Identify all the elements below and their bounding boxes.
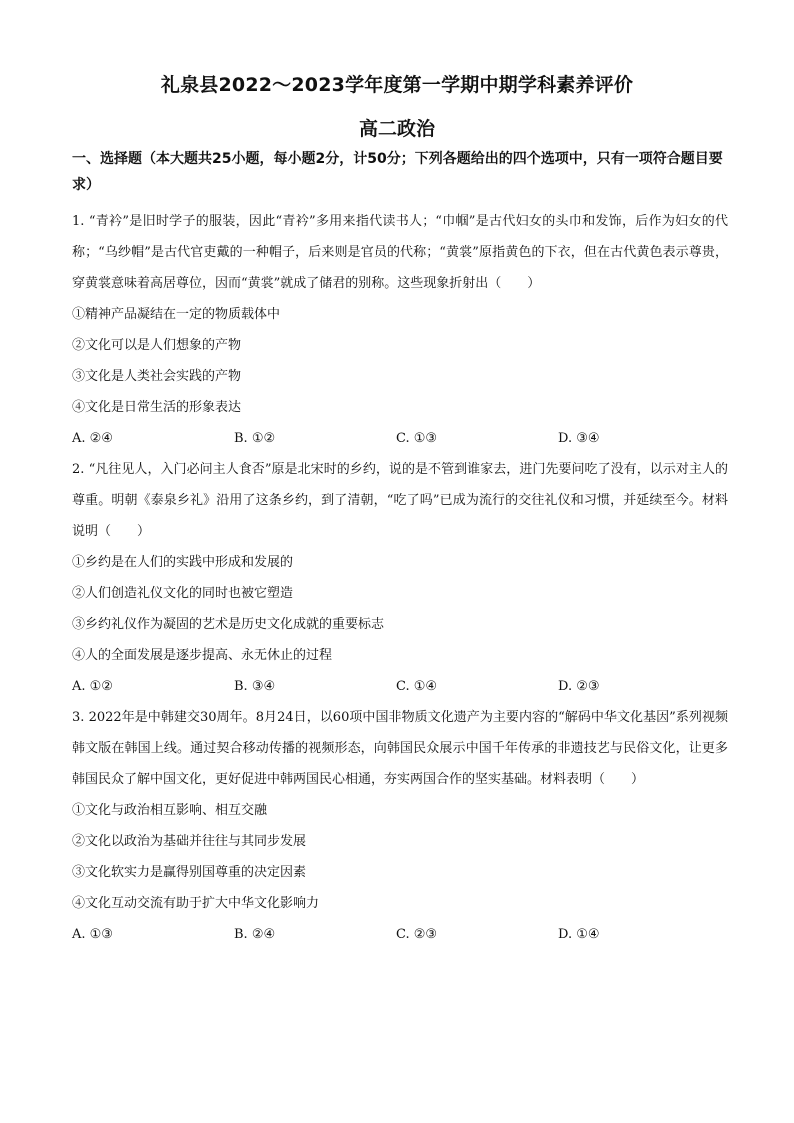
choice-d: D. ①④ <box>558 927 600 942</box>
question-stem: 1. “青衿”是旧时学子的服装，因此“青衿”多用来指代读书人；“巾帼”是古代妇女的头巾和发饰，后作为妇女的代称；“乌纱帽”是古代官吏戴的一种帽子，后来则是官员的代称；“黄裳”原指黄色的下衣，但在古代黄色表示尊贵，穿黄裳意味着高居尊位，因而“黄裳”就成了储君的别称。这些现象折射出（ ） <box>72 214 728 291</box>
answer-choices <box>72 671 728 702</box>
statement-item: ②人们创造礼仪文化的同时也被它塑造 <box>72 586 294 601</box>
statement-item: ①文化与政治相互影响、相互交融 <box>72 803 268 818</box>
question-3 <box>72 702 728 950</box>
exam-subject: 高二政治 <box>358 118 435 140</box>
statement-item: ③文化是人类社会实践的产物 <box>72 369 242 384</box>
question-list <box>72 206 728 950</box>
choice-b: B. ①② <box>234 431 276 446</box>
answer-choices <box>72 919 728 950</box>
choice-d: D. ②③ <box>558 679 600 694</box>
choice-b: B. ②④ <box>234 927 276 942</box>
question-1 <box>72 206 728 454</box>
choice-c: C. ①③ <box>396 431 438 446</box>
choice-a: A. ①② <box>72 679 113 694</box>
question-2 <box>72 454 728 702</box>
statement-item: ④文化是日常生活的形象表达 <box>72 400 242 415</box>
statement-item: ①乡约是在人们的实践中形成和发展的 <box>72 555 294 570</box>
choice-a: A. ②④ <box>72 431 113 446</box>
statement-item: ④人的全面发展是逐步提高、永无休止的过程 <box>72 648 333 663</box>
choice-a: A. ①③ <box>72 927 113 942</box>
statement-item: ②文化以政治为基础并往往与其同步发展 <box>72 834 307 849</box>
choice-c: C. ①④ <box>396 679 438 694</box>
answer-choices <box>72 423 728 454</box>
statement-item: ②文化可以是人们想象的产物 <box>72 338 242 353</box>
choice-b: B. ③④ <box>234 679 276 694</box>
question-stem: 3. 2022年是中韩建交30周年。8月24日，以60项中国非物质文化遗产为主要内容的“解码中华文化基因”系列视频韩文版在韩国上线。通过契合移动传播的视频形态，向韩国民众展示中国千年传承的非遗技艺与民俗文化，让更多韩国民众了解中国文化，更好促进中韩两国民心相通，夯实两国合作的坚实基础。材料表明（ ） <box>72 710 728 787</box>
question-stem: 2. “凡往见人，入门必问主人食否”原是北宋时的乡约，说的是不管到谁家去，进门先要问吃了没有，以示对主人的尊重。明朝《泰泉乡礼》沿用了这条乡约，到了清朝，“吃了吗”已成为流行的交往礼仪和习惯，并延续至今。材料说明（ ） <box>72 462 728 539</box>
statement-item: ①精神产品凝结在一定的物质载体中 <box>72 307 281 322</box>
statement-item: ④文化互动交流有助于扩大中华文化影响力 <box>72 896 320 911</box>
statement-item: ③文化软实力是赢得别国尊重的决定因素 <box>72 865 307 880</box>
choice-d: D. ③④ <box>558 431 600 446</box>
section-heading: 一、选择题（本大题共25小题，每小题2分，计50分；下列各题给出的四个选项中，只有一项符合题目要求） <box>72 151 723 193</box>
choice-c: C. ②③ <box>396 927 438 942</box>
exam-title: 礼泉县2022～2023学年度第一学期中期学科素养评价 <box>160 74 634 96</box>
statement-item: ③乡约礼仪作为凝固的艺术是历史文化成就的重要标志 <box>72 617 385 632</box>
